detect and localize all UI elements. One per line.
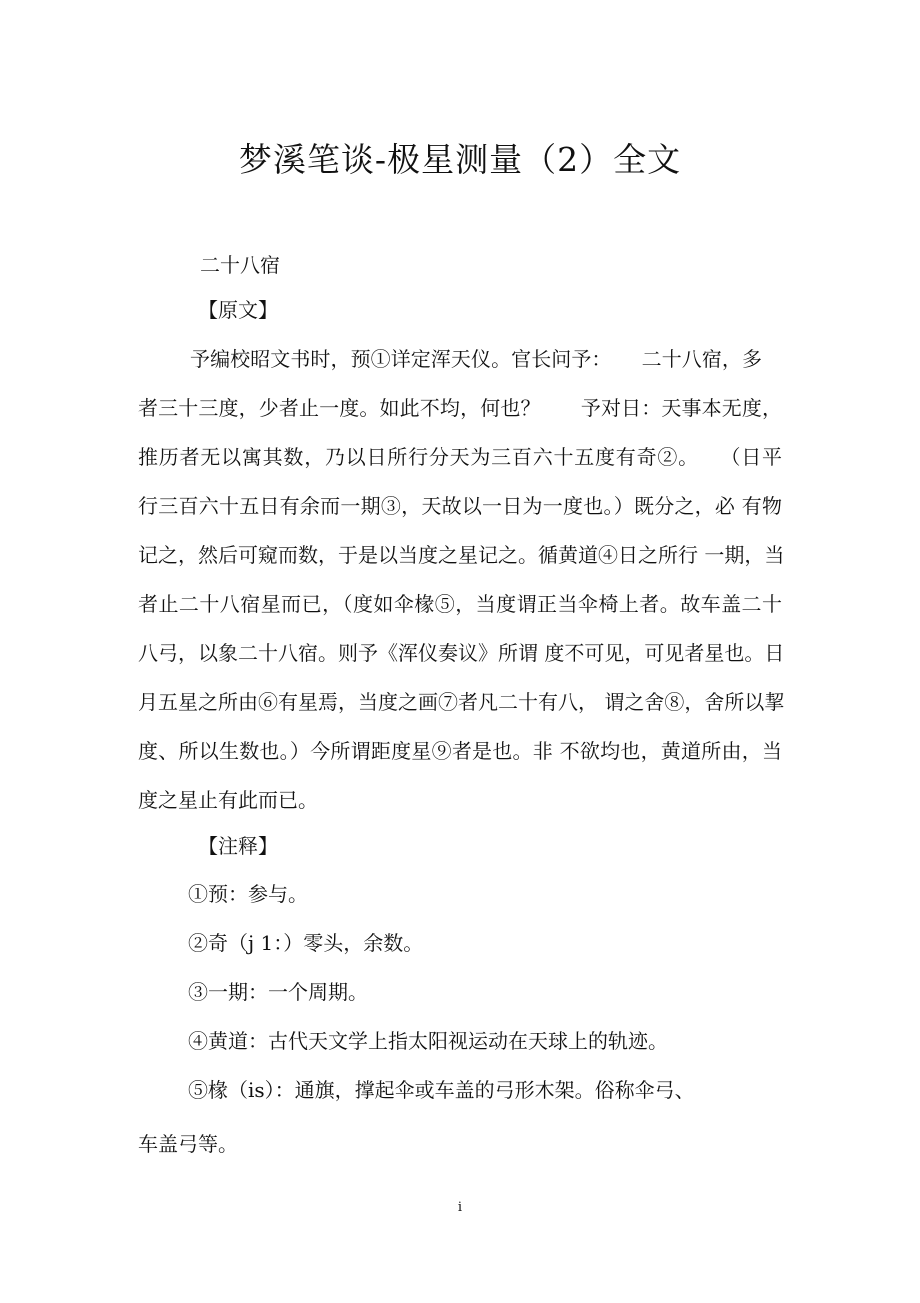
notes-heading: 【注释】 — [198, 834, 278, 858]
note-item: ②奇（j 1：）零头，余数。 — [188, 931, 424, 955]
note-continuation: 车盖弓等。 — [138, 1132, 238, 1156]
original-text-line: 推历者无以寓其数，乃以日所行分天为三百六十五度有奇②。 （日平 — [138, 445, 782, 469]
original-text-line: 予编校昭文书时，预①详定浑天仪。官长问予： 二十八宿，多 — [190, 347, 762, 371]
original-text-line: 记之，然后可窥而数，于是以当度之星记之。循黄道④日之所行 一期，当 — [138, 543, 785, 567]
page-title: 梦溪笔谈-极星测量（2）全文 — [238, 140, 682, 179]
original-text-line: 度之星止有此而已。 — [138, 788, 318, 812]
original-text-line: 月五星之所由⑥有星焉，当度之画⑦者凡二十有八， 谓之舍⑧，舍所以挈 — [138, 690, 785, 714]
original-text-line: 八弓，以象二十八宿。则予《浑仪奏议》所谓 度不可见，可见者星也。日 — [138, 641, 785, 665]
section-heading: 二十八宿 — [200, 253, 280, 277]
original-text-line: 者止二十八宿星而已，（度如伞椽⑤，当度谓正当伞椅上者。故车盖二十 — [138, 592, 782, 616]
note-item: ④黄道：古代天文学上指太阳视运动在天球上的轨迹。 — [188, 1029, 668, 1053]
original-text-line: 行三百六十五日有余而一期③，天故以一日为一度也。）既分之，必 有物 — [138, 494, 782, 518]
note-item: ①预：参与。 — [188, 882, 308, 906]
page-number: i — [457, 1200, 463, 1215]
original-text-line: 度、所以生数也。）今所谓距度星⑨者是也。非 不欲均也，黄道所由，当 — [138, 739, 782, 763]
note-item: ⑤椽（is）：通旗，撑起伞或车盖的弓形木架。俗称伞弓、 — [188, 1078, 695, 1102]
note-item: ③一期：一个周期。 — [188, 980, 368, 1004]
original-text-line: 者三十三度，少者止一度。如此不均，何也？ 予对日：天事本无度， — [138, 396, 782, 420]
original-text-heading: 【原文】 — [198, 298, 278, 322]
